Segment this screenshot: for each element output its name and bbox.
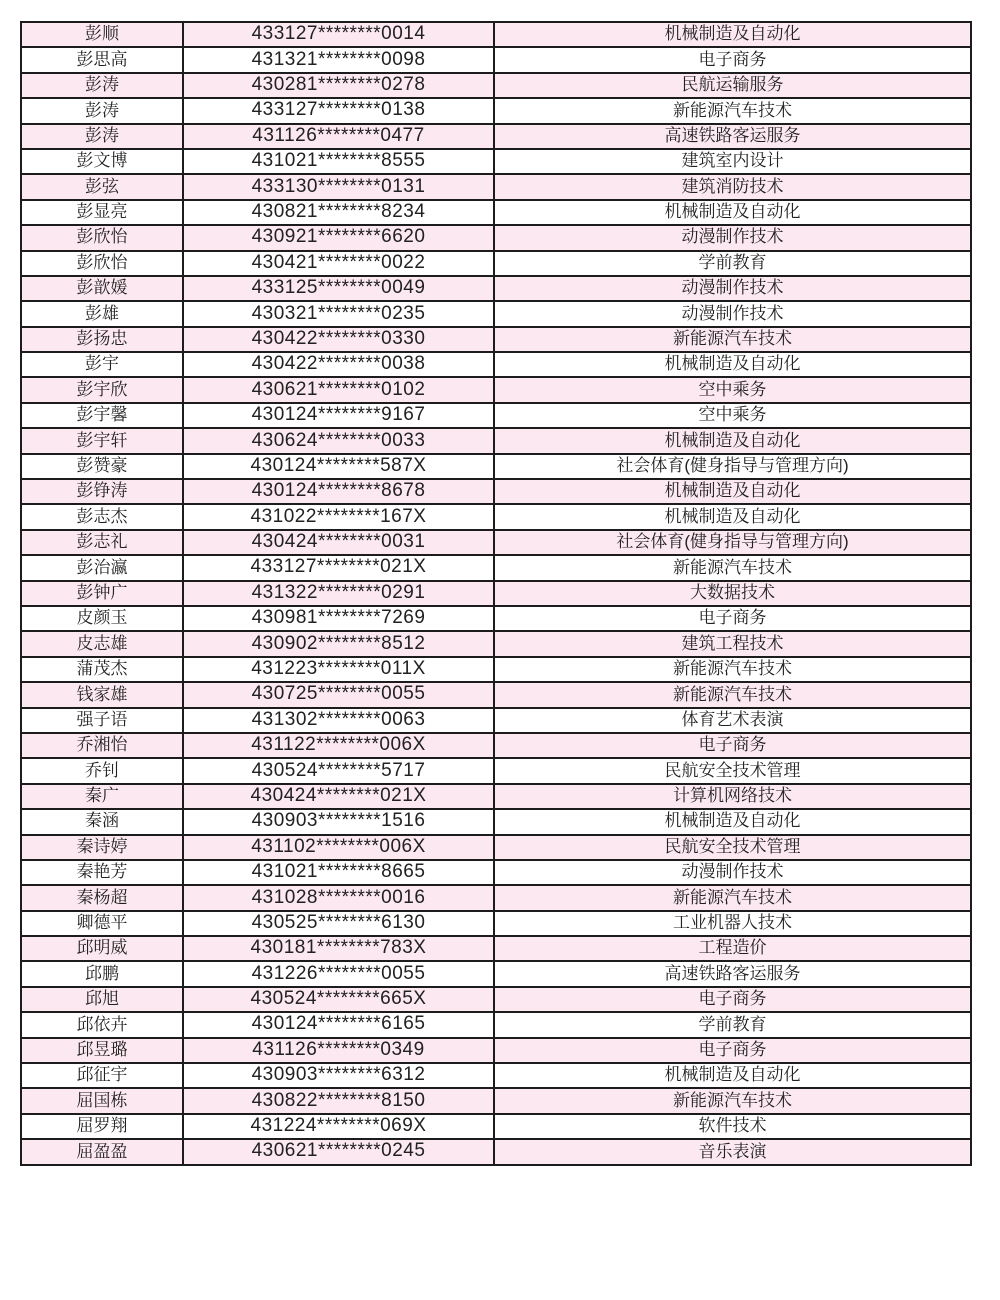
table-row	[21, 835, 971, 860]
table-row	[21, 149, 971, 174]
table-row	[21, 1038, 971, 1063]
cell-major: 高速铁路客运服务	[494, 124, 971, 149]
table-row	[21, 1063, 971, 1088]
cell-major: 动漫制作技术	[494, 301, 971, 326]
cell-name: 邱旭	[21, 987, 183, 1012]
cell-id-number: 430424********021X	[183, 784, 494, 809]
cell-id-number: 431224********069X	[183, 1114, 494, 1139]
cell-id-number: 430124********9167	[183, 403, 494, 428]
cell-name: 彭雄	[21, 301, 183, 326]
cell-major: 民航安全技术管理	[494, 758, 971, 783]
table-row	[21, 301, 971, 326]
cell-id-number: 431223********011X	[183, 657, 494, 682]
cell-id-number: 430124********587X	[183, 454, 494, 479]
table-row	[21, 225, 971, 250]
cell-major: 建筑工程技术	[494, 631, 971, 656]
cell-name: 彭涛	[21, 124, 183, 149]
table-row	[21, 479, 971, 504]
cell-id-number: 431321********0098	[183, 47, 494, 72]
cell-id-number: 430422********0038	[183, 352, 494, 377]
cell-name: 秦涵	[21, 809, 183, 834]
cell-major: 机械制造及自动化	[494, 22, 971, 47]
table-row	[21, 885, 971, 910]
table-row	[21, 581, 971, 606]
cell-id-number: 431022********167X	[183, 504, 494, 529]
cell-name: 彭志礼	[21, 530, 183, 555]
cell-name: 彭显亮	[21, 200, 183, 225]
cell-major: 学前教育	[494, 251, 971, 276]
cell-id-number: 430981********7269	[183, 606, 494, 631]
cell-id-number: 430624********0033	[183, 428, 494, 453]
cell-major: 新能源汽车技术	[494, 555, 971, 580]
cell-name: 强子语	[21, 708, 183, 733]
cell-id-number: 430903********1516	[183, 809, 494, 834]
table-row	[21, 682, 971, 707]
cell-id-number: 433127********021X	[183, 555, 494, 580]
cell-name: 钱家雄	[21, 682, 183, 707]
cell-major: 工程造价	[494, 936, 971, 961]
cell-id-number: 430621********0102	[183, 377, 494, 402]
cell-name: 彭欣怡	[21, 251, 183, 276]
cell-id-number: 430821********8234	[183, 200, 494, 225]
table-row	[21, 809, 971, 834]
table-row	[21, 276, 971, 301]
cell-id-number: 430124********8678	[183, 479, 494, 504]
cell-id-number: 431122********006X	[183, 733, 494, 758]
cell-name: 蒲茂杰	[21, 657, 183, 682]
cell-major: 民航运输服务	[494, 73, 971, 98]
table-row	[21, 327, 971, 352]
table-row	[21, 657, 971, 682]
table-row	[21, 555, 971, 580]
table-row	[21, 860, 971, 885]
table-row	[21, 124, 971, 149]
cell-major: 机械制造及自动化	[494, 428, 971, 453]
table-row	[21, 403, 971, 428]
cell-name: 彭扬忠	[21, 327, 183, 352]
cell-major: 体育艺术表演	[494, 708, 971, 733]
cell-major: 新能源汽车技术	[494, 98, 971, 123]
cell-major: 软件技术	[494, 1114, 971, 1139]
cell-name: 彭顺	[21, 22, 183, 47]
table-row	[21, 251, 971, 276]
cell-name: 彭涛	[21, 98, 183, 123]
cell-major: 机械制造及自动化	[494, 352, 971, 377]
cell-name: 乔湘怡	[21, 733, 183, 758]
table-row	[21, 22, 971, 47]
cell-id-number: 431021********8555	[183, 149, 494, 174]
cell-name: 彭宇馨	[21, 403, 183, 428]
cell-name: 彭钟广	[21, 581, 183, 606]
cell-major: 建筑消防技术	[494, 174, 971, 199]
cell-id-number: 430525********6130	[183, 911, 494, 936]
cell-major: 机械制造及自动化	[494, 1063, 971, 1088]
cell-id-number: 431322********0291	[183, 581, 494, 606]
cell-name: 邱依卉	[21, 1012, 183, 1037]
table-row	[21, 708, 971, 733]
roster-table-body	[21, 22, 971, 1165]
table-row	[21, 98, 971, 123]
cell-id-number: 431021********8665	[183, 860, 494, 885]
cell-major: 电子商务	[494, 47, 971, 72]
cell-name: 彭宇	[21, 352, 183, 377]
table-row	[21, 631, 971, 656]
cell-id-number: 430921********6620	[183, 225, 494, 250]
cell-id-number: 430321********0235	[183, 301, 494, 326]
cell-id-number: 433127********0138	[183, 98, 494, 123]
cell-name: 屈罗翔	[21, 1114, 183, 1139]
cell-name: 彭涛	[21, 73, 183, 98]
cell-id-number: 430524********665X	[183, 987, 494, 1012]
table-row	[21, 504, 971, 529]
cell-major: 动漫制作技术	[494, 225, 971, 250]
cell-name: 邱征宇	[21, 1063, 183, 1088]
cell-name: 皮颜玉	[21, 606, 183, 631]
table-row	[21, 936, 971, 961]
cell-major: 大数据技术	[494, 581, 971, 606]
cell-id-number: 431126********0349	[183, 1038, 494, 1063]
cell-id-number: 430621********0245	[183, 1139, 494, 1164]
cell-major: 新能源汽车技术	[494, 885, 971, 910]
table-row	[21, 352, 971, 377]
cell-name: 彭治瀛	[21, 555, 183, 580]
table-row	[21, 1114, 971, 1139]
cell-major: 空中乘务	[494, 377, 971, 402]
cell-id-number: 430422********0330	[183, 327, 494, 352]
cell-id-number: 431028********0016	[183, 885, 494, 910]
cell-major: 学前教育	[494, 1012, 971, 1037]
table-row	[21, 530, 971, 555]
cell-name: 秦杨超	[21, 885, 183, 910]
table-row	[21, 454, 971, 479]
cell-major: 新能源汽车技术	[494, 682, 971, 707]
table-row	[21, 1088, 971, 1113]
table-row	[21, 733, 971, 758]
table-row	[21, 987, 971, 1012]
table-row	[21, 1139, 971, 1164]
cell-major: 机械制造及自动化	[494, 504, 971, 529]
cell-id-number: 431126********0477	[183, 124, 494, 149]
student-roster-table	[20, 21, 972, 1166]
cell-id-number: 430725********0055	[183, 682, 494, 707]
cell-major: 工业机器人技术	[494, 911, 971, 936]
cell-name: 彭志杰	[21, 504, 183, 529]
cell-name: 彭铮涛	[21, 479, 183, 504]
cell-id-number: 430181********783X	[183, 936, 494, 961]
table-row	[21, 73, 971, 98]
cell-id-number: 431226********0055	[183, 961, 494, 986]
cell-name: 屈盈盈	[21, 1139, 183, 1164]
cell-major: 新能源汽车技术	[494, 1088, 971, 1113]
table-row	[21, 174, 971, 199]
cell-name: 邱昱璐	[21, 1038, 183, 1063]
cell-name: 皮志雄	[21, 631, 183, 656]
cell-id-number: 430903********6312	[183, 1063, 494, 1088]
table-row	[21, 47, 971, 72]
cell-name: 彭宇欣	[21, 377, 183, 402]
cell-id-number: 430524********5717	[183, 758, 494, 783]
table-row	[21, 1012, 971, 1037]
cell-major: 机械制造及自动化	[494, 809, 971, 834]
cell-name: 彭宇轩	[21, 428, 183, 453]
cell-name: 乔钊	[21, 758, 183, 783]
cell-major: 机械制造及自动化	[494, 479, 971, 504]
cell-major: 计算机网络技术	[494, 784, 971, 809]
cell-id-number: 430902********8512	[183, 631, 494, 656]
cell-major: 社会体育(健身指导与管理方向)	[494, 454, 971, 479]
cell-name: 彭赞豪	[21, 454, 183, 479]
table-row	[21, 377, 971, 402]
table-row	[21, 200, 971, 225]
cell-major: 电子商务	[494, 1038, 971, 1063]
cell-id-number: 433130********0131	[183, 174, 494, 199]
cell-name: 秦诗婷	[21, 835, 183, 860]
cell-major: 机械制造及自动化	[494, 200, 971, 225]
cell-id-number: 430424********0031	[183, 530, 494, 555]
cell-id-number: 430822********8150	[183, 1088, 494, 1113]
table-row	[21, 911, 971, 936]
cell-major: 电子商务	[494, 987, 971, 1012]
cell-name: 卿德平	[21, 911, 183, 936]
cell-name: 彭歆媛	[21, 276, 183, 301]
cell-name: 彭欣怡	[21, 225, 183, 250]
cell-major: 新能源汽车技术	[494, 657, 971, 682]
cell-id-number: 430421********0022	[183, 251, 494, 276]
table-row	[21, 758, 971, 783]
cell-name: 彭弦	[21, 174, 183, 199]
cell-major: 高速铁路客运服务	[494, 961, 971, 986]
cell-major: 电子商务	[494, 733, 971, 758]
cell-id-number: 433127********0014	[183, 22, 494, 47]
table-row	[21, 784, 971, 809]
cell-major: 社会体育(健身指导与管理方向)	[494, 530, 971, 555]
table-row	[21, 606, 971, 631]
cell-major: 新能源汽车技术	[494, 327, 971, 352]
cell-name: 彭文博	[21, 149, 183, 174]
cell-id-number: 430281********0278	[183, 73, 494, 98]
cell-major: 动漫制作技术	[494, 860, 971, 885]
cell-name: 邱明威	[21, 936, 183, 961]
cell-id-number: 431102********006X	[183, 835, 494, 860]
cell-id-number: 430124********6165	[183, 1012, 494, 1037]
cell-name: 邱鹏	[21, 961, 183, 986]
cell-name: 秦艳芳	[21, 860, 183, 885]
cell-major: 音乐表演	[494, 1139, 971, 1164]
cell-name: 屈国栋	[21, 1088, 183, 1113]
cell-name: 彭思高	[21, 47, 183, 72]
cell-major: 建筑室内设计	[494, 149, 971, 174]
table-row	[21, 961, 971, 986]
cell-id-number: 431302********0063	[183, 708, 494, 733]
cell-major: 民航安全技术管理	[494, 835, 971, 860]
cell-major: 电子商务	[494, 606, 971, 631]
table-row	[21, 428, 971, 453]
cell-major: 动漫制作技术	[494, 276, 971, 301]
cell-major: 空中乘务	[494, 403, 971, 428]
cell-id-number: 433125********0049	[183, 276, 494, 301]
cell-name: 秦广	[21, 784, 183, 809]
